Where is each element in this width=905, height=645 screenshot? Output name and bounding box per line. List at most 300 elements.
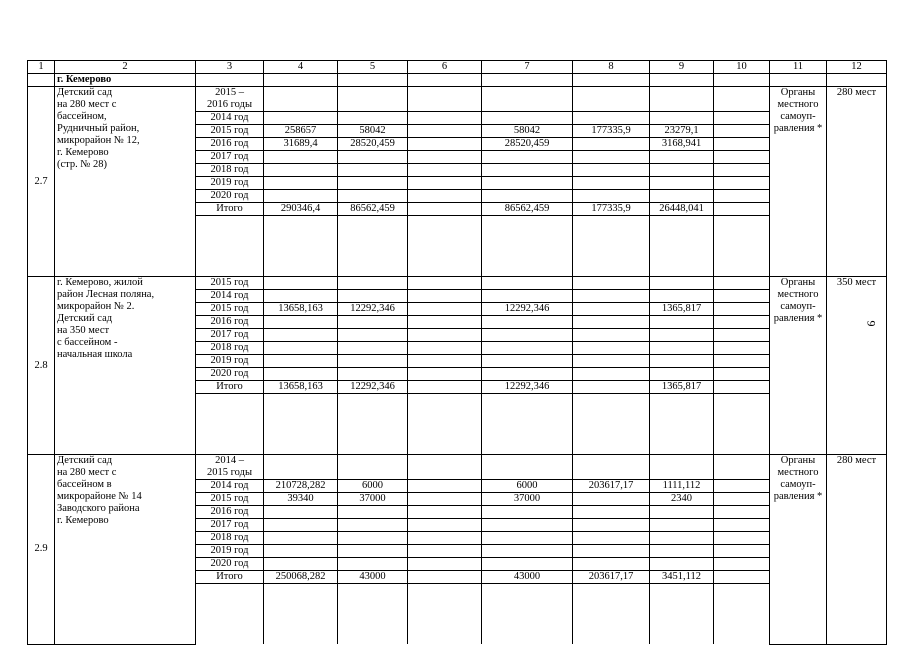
period-label: 2019 год <box>210 545 249 556</box>
object-name-line: микрорайоне № 14 <box>57 491 142 502</box>
value-cell <box>408 329 482 342</box>
value-cell: 28520,459 <box>482 138 573 151</box>
period-label: Итого <box>216 203 243 214</box>
value-cell: 6000 <box>338 480 408 493</box>
spacer-cell <box>482 584 573 645</box>
value-cell <box>482 506 573 519</box>
value-cell <box>482 532 573 545</box>
period-label: 2016 год <box>210 316 249 327</box>
value-cell <box>338 164 408 177</box>
spacer-cell <box>573 216 650 277</box>
period-label: 2016 год <box>210 138 249 149</box>
value-cell <box>408 303 482 316</box>
column-number: 8 <box>573 61 650 74</box>
value-cell <box>714 368 770 381</box>
spacer-cell <box>714 216 770 277</box>
value-cell <box>650 506 714 519</box>
value-cell <box>650 151 714 164</box>
spacer-cell <box>482 394 573 455</box>
executor-line: местного <box>777 289 819 300</box>
object-number: 2.9 <box>28 455 55 645</box>
period-cell <box>196 519 264 532</box>
value-cell <box>408 164 482 177</box>
value-cell: 23279,1 <box>650 125 714 138</box>
value-cell <box>714 177 770 190</box>
object-name <box>55 455 196 645</box>
column-number: 5 <box>338 61 408 74</box>
value-cell <box>650 519 714 532</box>
value-cell <box>338 545 408 558</box>
period-label: 2017 год <box>210 329 249 340</box>
object-number: 2.7 <box>28 87 55 277</box>
value-cell: 290346,4 <box>264 203 338 216</box>
period-label: 2018 год <box>210 532 249 543</box>
object-name-line: Заводского района <box>57 503 140 514</box>
executor-line: самоуп- <box>780 301 816 312</box>
value-cell <box>650 290 714 303</box>
value-cell <box>573 493 650 506</box>
column-number: 11 <box>770 61 827 74</box>
value-cell <box>573 355 650 368</box>
value-cell: 1365,817 <box>650 303 714 316</box>
value-cell <box>264 455 338 480</box>
value-cell <box>408 316 482 329</box>
spacer-cell <box>573 584 650 645</box>
value-cell <box>482 190 573 203</box>
spacer-cell <box>650 394 714 455</box>
object-name-line: на 280 мест с <box>57 467 117 478</box>
period-cell <box>196 112 264 125</box>
value-cell <box>573 558 650 571</box>
column-number: 6 <box>408 61 482 74</box>
value-cell <box>264 545 338 558</box>
value-cell <box>482 290 573 303</box>
object-name <box>55 277 196 455</box>
value-cell <box>338 355 408 368</box>
value-cell <box>264 190 338 203</box>
value-cell <box>714 381 770 394</box>
period-label: 2017 год <box>210 151 249 162</box>
period-cell <box>196 381 264 394</box>
executor-line: равления * <box>773 313 823 324</box>
column-number: 10 <box>714 61 770 74</box>
value-cell <box>714 125 770 138</box>
column-number: 3 <box>196 61 264 74</box>
value-cell <box>714 329 770 342</box>
period-cell <box>196 203 264 216</box>
spacer-cell <box>338 394 408 455</box>
value-cell <box>408 190 482 203</box>
value-cell <box>573 190 650 203</box>
value-cell <box>573 303 650 316</box>
period-label: 2020 год <box>210 368 249 379</box>
period-cell <box>196 545 264 558</box>
value-cell <box>650 112 714 125</box>
spacer-cell <box>573 394 650 455</box>
spacer-cell <box>196 394 264 455</box>
value-cell: 12292,346 <box>338 303 408 316</box>
period-label: 2019 год <box>210 177 249 188</box>
value-cell <box>650 329 714 342</box>
city-blank <box>482 74 573 87</box>
table-row <box>28 277 887 290</box>
value-cell <box>650 190 714 203</box>
object-name-line: г. Кемерово <box>57 147 109 158</box>
period-label: 2015 год <box>210 303 249 314</box>
period-label-line2: 2016 годы <box>206 99 252 110</box>
value-cell <box>714 506 770 519</box>
value-cell <box>714 519 770 532</box>
value-cell <box>408 571 482 584</box>
value-cell <box>714 316 770 329</box>
value-cell <box>714 277 770 290</box>
period-cell <box>196 329 264 342</box>
value-cell <box>408 368 482 381</box>
value-cell: 58042 <box>338 125 408 138</box>
value-cell <box>482 368 573 381</box>
period-cell <box>196 190 264 203</box>
period-label: 2017 год <box>210 519 249 530</box>
period-label: 2014 год <box>210 112 249 123</box>
object-name-line: (стр. № 28) <box>57 159 108 170</box>
object-name-line: на 280 мест с <box>57 99 117 110</box>
value-cell: 43000 <box>482 571 573 584</box>
value-cell <box>714 151 770 164</box>
value-cell: 177335,9 <box>573 125 650 138</box>
value-cell <box>482 151 573 164</box>
value-cell: 26448,041 <box>650 203 714 216</box>
value-cell <box>482 316 573 329</box>
spacer-cell <box>482 216 573 277</box>
executor-line: Органы <box>780 87 816 98</box>
value-cell: 37000 <box>338 493 408 506</box>
period-cell <box>196 164 264 177</box>
value-cell <box>264 112 338 125</box>
period-label: 2018 год <box>210 164 249 175</box>
value-cell <box>714 203 770 216</box>
spacer-cell <box>264 394 338 455</box>
value-cell: 3451,112 <box>650 571 714 584</box>
object-name-line: Рудничный район, <box>57 123 140 134</box>
city-blank <box>338 74 408 87</box>
value-cell <box>650 277 714 290</box>
column-number: 7 <box>482 61 573 74</box>
value-cell <box>338 177 408 190</box>
value-cell: 1111,112 <box>650 480 714 493</box>
value-cell <box>338 290 408 303</box>
value-cell <box>408 125 482 138</box>
value-cell <box>714 164 770 177</box>
value-cell <box>482 355 573 368</box>
period-label: 2016 год <box>210 506 249 517</box>
period-label: 2014 – <box>215 455 244 466</box>
value-cell <box>408 342 482 355</box>
period-cell <box>196 455 264 480</box>
value-cell: 39340 <box>264 493 338 506</box>
city-blank <box>573 74 650 87</box>
object-name-line: Детский сад <box>57 87 113 98</box>
executor-line: местного <box>777 99 819 110</box>
value-cell <box>264 558 338 571</box>
value-cell: 203617,17 <box>573 480 650 493</box>
period-cell <box>196 493 264 506</box>
value-cell <box>714 571 770 584</box>
column-number: 1 <box>28 61 55 74</box>
value-cell <box>338 190 408 203</box>
value-cell <box>573 545 650 558</box>
value-cell <box>714 190 770 203</box>
value-cell <box>573 368 650 381</box>
value-cell <box>408 177 482 190</box>
value-cell <box>573 342 650 355</box>
value-cell <box>264 342 338 355</box>
executor-line: местного <box>777 467 819 478</box>
value-cell <box>264 355 338 368</box>
period-cell <box>196 558 264 571</box>
period-cell <box>196 571 264 584</box>
object-name-line: г. Кемерово, жилой <box>57 277 143 288</box>
value-cell <box>650 87 714 112</box>
city-blank <box>714 74 770 87</box>
value-cell <box>573 329 650 342</box>
value-cell <box>573 87 650 112</box>
value-cell: 37000 <box>482 493 573 506</box>
value-cell <box>650 355 714 368</box>
spacer-cell <box>714 394 770 455</box>
object-name-line: бассейном в <box>57 479 112 490</box>
value-cell <box>650 368 714 381</box>
value-cell <box>714 532 770 545</box>
value-cell <box>573 138 650 151</box>
value-cell <box>408 558 482 571</box>
value-cell <box>650 177 714 190</box>
value-cell: 203617,17 <box>573 571 650 584</box>
value-cell <box>408 203 482 216</box>
value-cell <box>264 316 338 329</box>
value-cell: 258657 <box>264 125 338 138</box>
value-cell <box>482 558 573 571</box>
value-cell <box>573 316 650 329</box>
object-name-line: г. Кемерово <box>57 515 109 526</box>
value-cell <box>264 506 338 519</box>
column-number: 12 <box>827 61 887 74</box>
value-cell <box>338 342 408 355</box>
city-blank <box>770 74 827 87</box>
value-cell <box>264 151 338 164</box>
period-label: 2015 год <box>210 493 249 504</box>
value-cell <box>482 342 573 355</box>
period-label: 2020 год <box>210 558 249 569</box>
period-label: 2015 – <box>215 87 244 98</box>
value-cell <box>264 532 338 545</box>
value-cell <box>338 316 408 329</box>
value-cell <box>573 290 650 303</box>
spacer-cell <box>650 216 714 277</box>
period-cell <box>196 368 264 381</box>
executor-line: Органы <box>780 455 816 466</box>
period-cell <box>196 138 264 151</box>
budget-table <box>27 60 887 645</box>
period-label: 2014 год <box>210 290 249 301</box>
period-cell <box>196 303 264 316</box>
period-label: Итого <box>216 571 243 582</box>
period-label: 2015 год <box>210 125 249 136</box>
value-cell: 86562,459 <box>482 203 573 216</box>
value-cell <box>408 545 482 558</box>
value-cell <box>714 480 770 493</box>
period-cell <box>196 316 264 329</box>
period-cell <box>196 151 264 164</box>
value-cell <box>573 112 650 125</box>
value-cell <box>573 519 650 532</box>
period-label: Итого <box>216 381 243 392</box>
value-cell <box>714 87 770 112</box>
value-cell <box>714 138 770 151</box>
spacer-cell <box>264 216 338 277</box>
spacer-cell <box>408 584 482 645</box>
spacer-cell <box>714 584 770 645</box>
column-number: 2 <box>55 61 196 74</box>
value-cell <box>408 493 482 506</box>
value-cell: 12292,346 <box>338 381 408 394</box>
executor-cell <box>770 277 827 455</box>
spacer-cell <box>196 584 264 645</box>
value-cell <box>408 151 482 164</box>
period-cell <box>196 177 264 190</box>
capacity-cell: 280 мест <box>827 87 887 277</box>
value-cell: 210728,282 <box>264 480 338 493</box>
value-cell <box>338 455 408 480</box>
executor-line: самоуп- <box>780 479 816 490</box>
value-cell <box>338 519 408 532</box>
value-cell <box>264 329 338 342</box>
executor-line: равления * <box>773 123 823 134</box>
city-row <box>28 74 887 87</box>
value-cell <box>650 342 714 355</box>
value-cell: 31689,4 <box>264 138 338 151</box>
value-cell <box>264 290 338 303</box>
city-blank <box>827 74 887 87</box>
period-cell <box>196 277 264 290</box>
value-cell: 177335,9 <box>573 203 650 216</box>
spacer-cell <box>338 584 408 645</box>
value-cell: 58042 <box>482 125 573 138</box>
value-cell: 13658,163 <box>264 381 338 394</box>
value-cell <box>714 355 770 368</box>
spacer-cell <box>338 216 408 277</box>
value-cell <box>264 277 338 290</box>
value-cell: 2340 <box>650 493 714 506</box>
value-cell <box>482 164 573 177</box>
value-cell <box>338 532 408 545</box>
value-cell <box>650 532 714 545</box>
value-cell <box>650 558 714 571</box>
spacer-cell <box>408 394 482 455</box>
value-cell: 86562,459 <box>338 203 408 216</box>
value-cell: 12292,346 <box>482 381 573 394</box>
value-cell <box>338 368 408 381</box>
period-cell <box>196 125 264 138</box>
value-cell <box>482 455 573 480</box>
period-cell <box>196 342 264 355</box>
value-cell <box>714 493 770 506</box>
period-cell <box>196 532 264 545</box>
period-label: 2018 год <box>210 342 249 353</box>
value-cell <box>408 532 482 545</box>
value-cell <box>408 277 482 290</box>
capacity-cell: 350 мест <box>827 277 887 455</box>
value-cell <box>650 164 714 177</box>
period-label: 2019 год <box>210 355 249 366</box>
value-cell <box>714 303 770 316</box>
value-cell <box>482 112 573 125</box>
value-cell: 43000 <box>338 571 408 584</box>
value-cell: 13658,163 <box>264 303 338 316</box>
value-cell <box>650 545 714 558</box>
value-cell: 28520,459 <box>338 138 408 151</box>
object-name-line: с бассейном - <box>57 337 118 348</box>
value-cell <box>264 177 338 190</box>
value-cell <box>482 87 573 112</box>
object-name-line: Детский сад <box>57 313 113 324</box>
value-cell <box>714 455 770 480</box>
value-cell <box>408 480 482 493</box>
value-cell <box>714 342 770 355</box>
spacer-cell <box>408 216 482 277</box>
object-name-line: микрорайон № 2. <box>57 301 135 312</box>
object-name-line: начальная школа <box>57 349 133 360</box>
capacity-cell: 280 мест <box>827 455 887 645</box>
value-cell <box>408 355 482 368</box>
value-cell <box>338 329 408 342</box>
table-row <box>28 455 887 480</box>
value-cell <box>408 87 482 112</box>
value-cell: 3168,941 <box>650 138 714 151</box>
executor-line: самоуп- <box>780 111 816 122</box>
column-number: 9 <box>650 61 714 74</box>
value-cell <box>408 455 482 480</box>
value-cell <box>482 519 573 532</box>
city-blank <box>650 74 714 87</box>
value-cell <box>482 277 573 290</box>
value-cell <box>264 368 338 381</box>
object-name-line: микрорайон № 12, <box>57 135 140 146</box>
value-cell <box>573 151 650 164</box>
value-cell <box>408 290 482 303</box>
value-cell: 6000 <box>482 480 573 493</box>
value-cell <box>573 532 650 545</box>
city-blank <box>408 74 482 87</box>
value-cell <box>650 316 714 329</box>
value-cell <box>714 112 770 125</box>
value-cell <box>482 329 573 342</box>
value-cell <box>573 177 650 190</box>
executor-cell <box>770 455 827 645</box>
value-cell <box>338 112 408 125</box>
value-cell <box>408 381 482 394</box>
object-name-line: на 350 мест <box>57 325 110 336</box>
value-cell <box>338 277 408 290</box>
city-blank <box>264 74 338 87</box>
period-label: 2015 год <box>210 277 249 288</box>
value-cell <box>338 558 408 571</box>
city-blank <box>28 74 55 87</box>
period-cell <box>196 355 264 368</box>
executor-line: Органы <box>780 277 816 288</box>
object-name <box>55 87 196 277</box>
period-cell <box>196 506 264 519</box>
value-cell <box>408 138 482 151</box>
